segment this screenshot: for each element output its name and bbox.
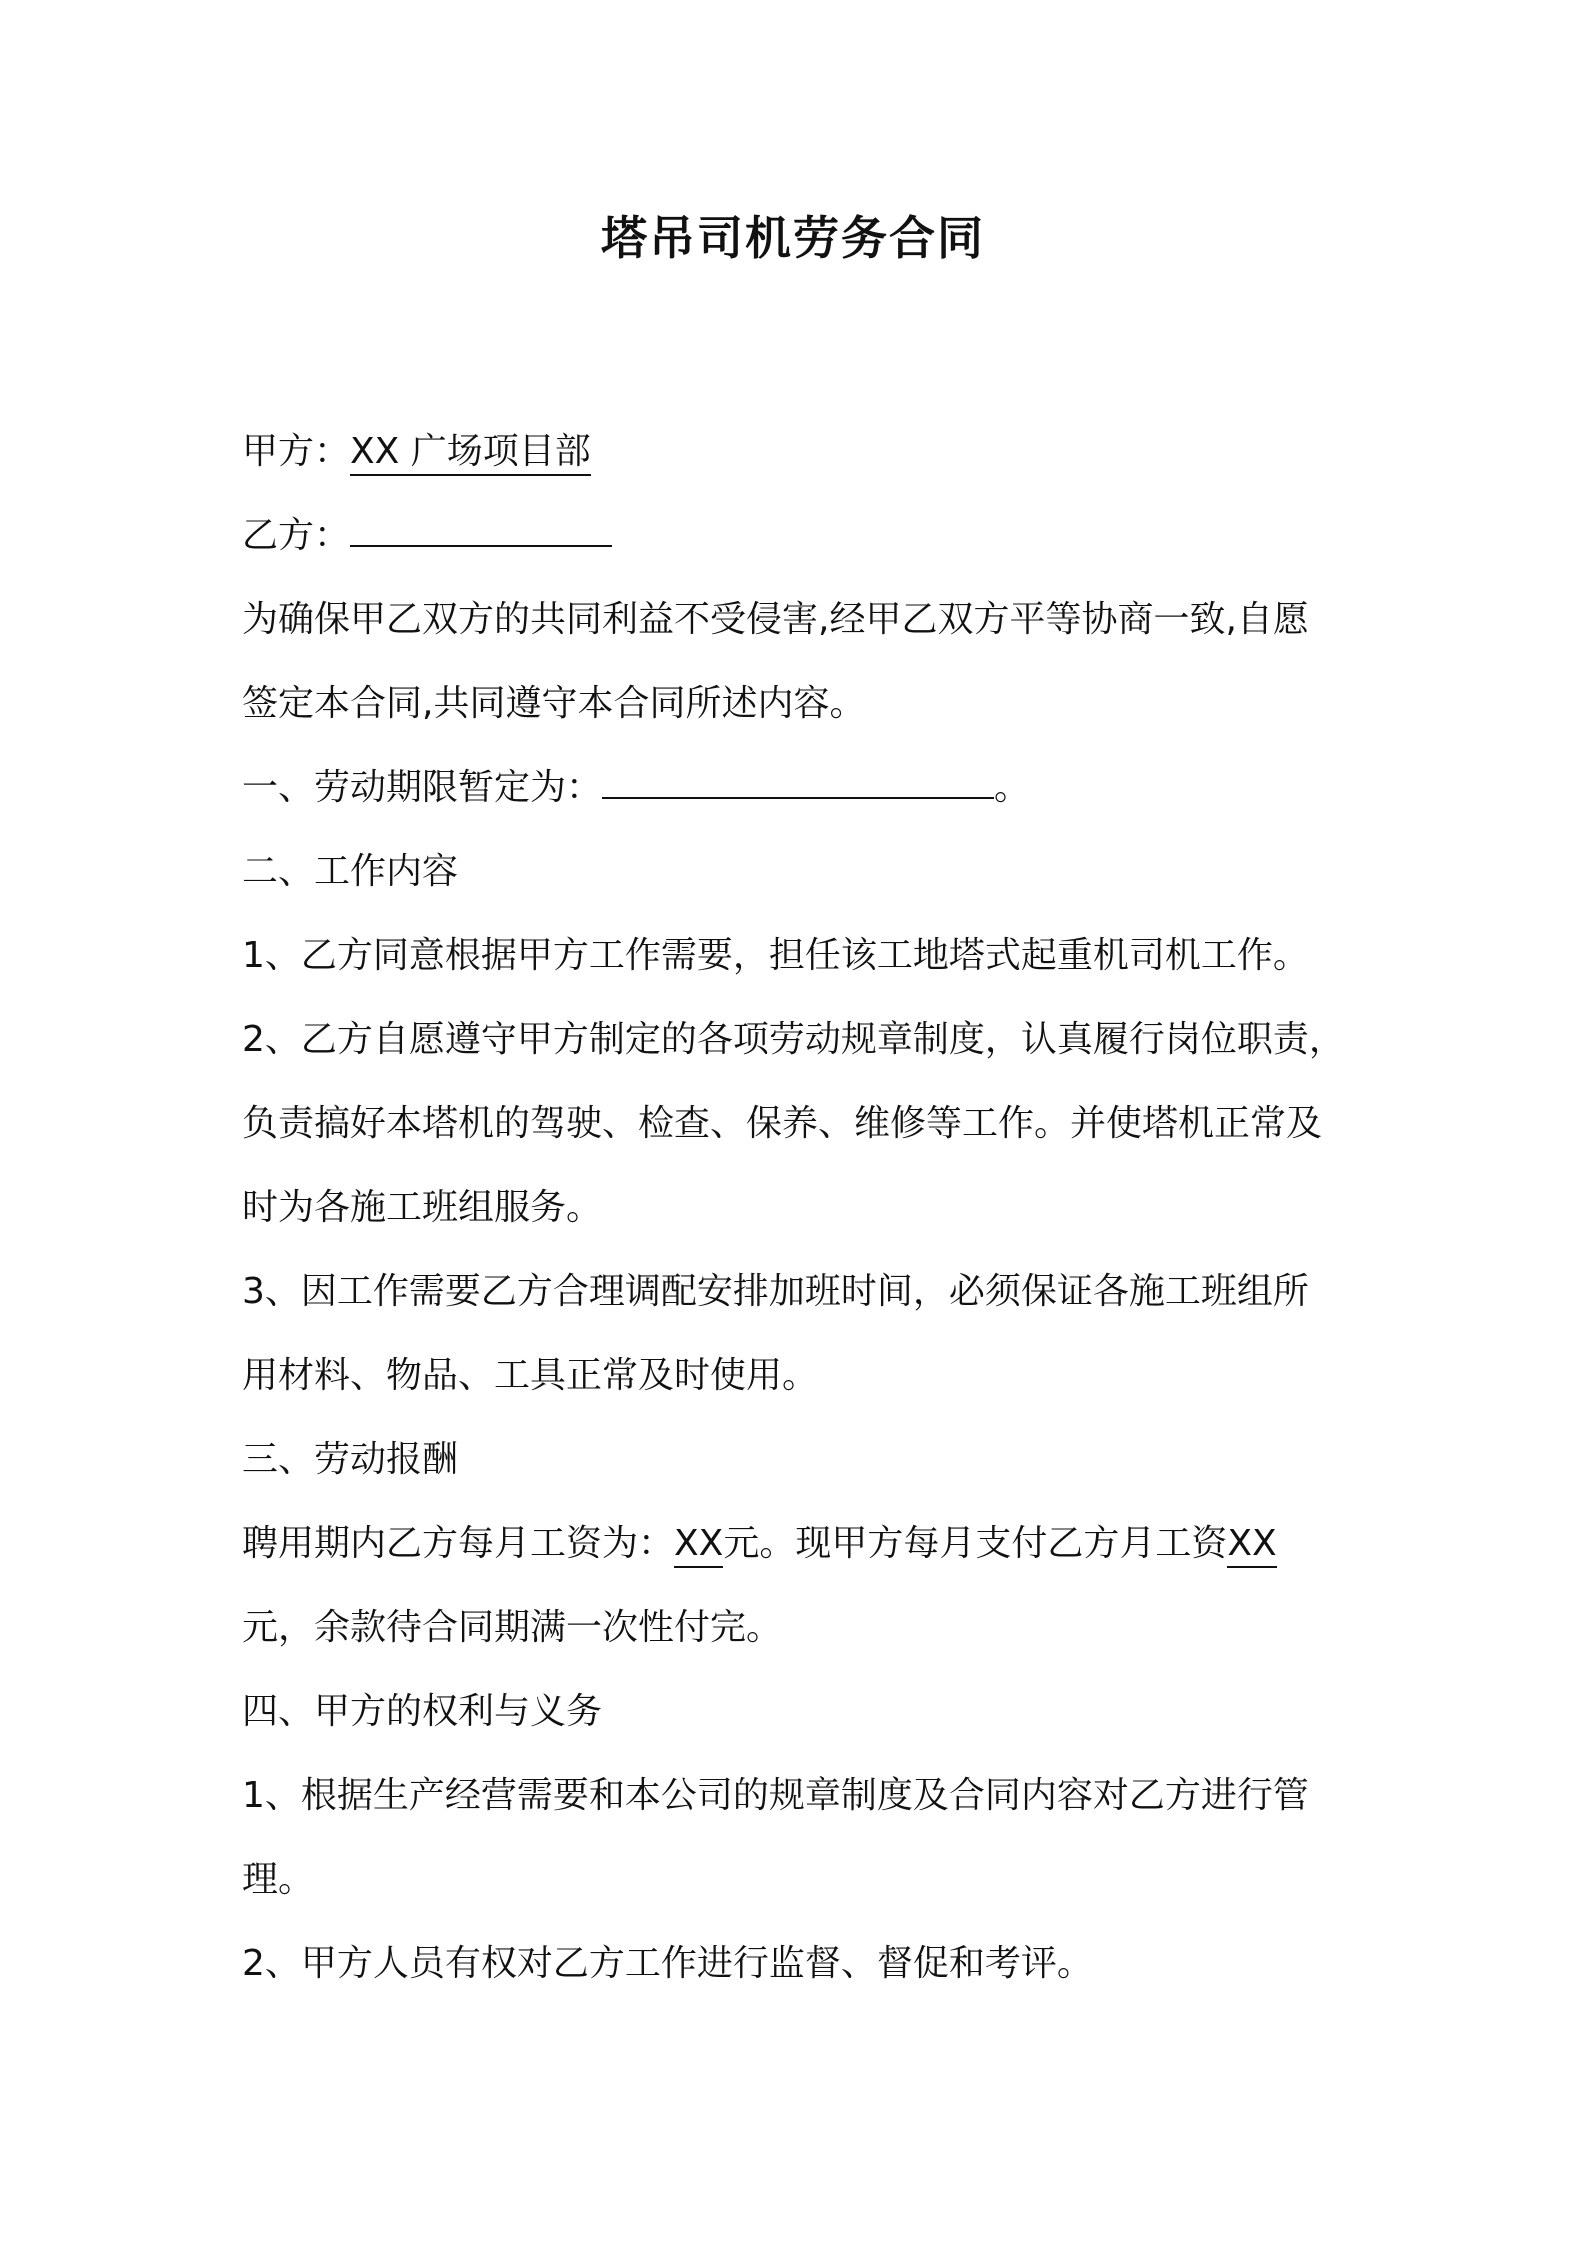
intro-line-2: 签定本合同,共同遵守本合同所述内容。 xyxy=(242,683,866,724)
term-end-punct: 。 xyxy=(994,767,1031,808)
paid-salary-value: XX xyxy=(1227,1522,1276,1568)
pay-prefix: 聘用期内乙方每月工资为： xyxy=(242,1523,675,1564)
term-label: 一、劳动期限暂定为： xyxy=(242,767,603,808)
pay-mid: 元。现甲方每月支付乙方月工资 xyxy=(723,1523,1228,1564)
section-4-item-1-line-2: 理。 xyxy=(242,1859,315,1900)
section-2-item-2-line-2: 负责搞好本塔机的驾驶、检查、保养、维修等工作。并使塔机正常及 xyxy=(242,1103,1323,1144)
contract-body xyxy=(242,410,1352,2006)
party-b-blank xyxy=(350,515,612,547)
section-2-item-3-line-2: 用材料、物品、工具正常及时使用。 xyxy=(242,1355,819,1396)
section-2-item-2-line-3: 时为各施工班组服务。 xyxy=(242,1187,603,1228)
monthly-salary-value: XX xyxy=(674,1522,723,1568)
section-4-heading: 四、甲方的权利与义务 xyxy=(242,1691,603,1732)
section-2-item-2-line-1: 2、乙方自愿遵守甲方制定的各项劳动规章制度，认真履行岗位职责， xyxy=(242,1019,1345,1060)
party-a-value: XX 广场项目部 xyxy=(350,430,591,476)
section-4-item-1-line-1: 1、根据生产经营需要和本公司的规章制度及合同内容对乙方进行管 xyxy=(242,1775,1309,1816)
section-3-pay-line-1 xyxy=(242,1502,1352,1586)
party-b-label: 乙方： xyxy=(242,515,351,556)
intro-line-1: 为确保甲乙双方的共同利益不受侵害,经甲乙双方平等协商一致,自愿 xyxy=(242,599,1309,640)
document-title: 塔吊司机劳务合同 xyxy=(601,211,985,265)
section-1-term xyxy=(242,746,1352,830)
party-b-line xyxy=(242,494,1352,578)
term-blank xyxy=(602,767,994,799)
section-2-heading: 二、工作内容 xyxy=(242,851,459,892)
section-2-item-3-line-1: 3、因工作需要乙方合理调配安排加班时间，必须保证各施工班组所 xyxy=(242,1271,1309,1312)
section-2-item-1: 1、乙方同意根据甲方工作需要，担任该工地塔式起重机司机工作。 xyxy=(242,935,1309,976)
section-3-heading: 三、劳动报酬 xyxy=(242,1439,459,1480)
party-a-line xyxy=(242,410,1352,494)
party-a-label: 甲方： xyxy=(242,431,351,472)
section-4-item-2: 2、甲方人员有权对乙方工作进行监督、督促和考评。 xyxy=(242,1943,1093,1984)
section-3-pay-line-2: 元，余款待合同期满一次性付完。 xyxy=(242,1607,783,1648)
